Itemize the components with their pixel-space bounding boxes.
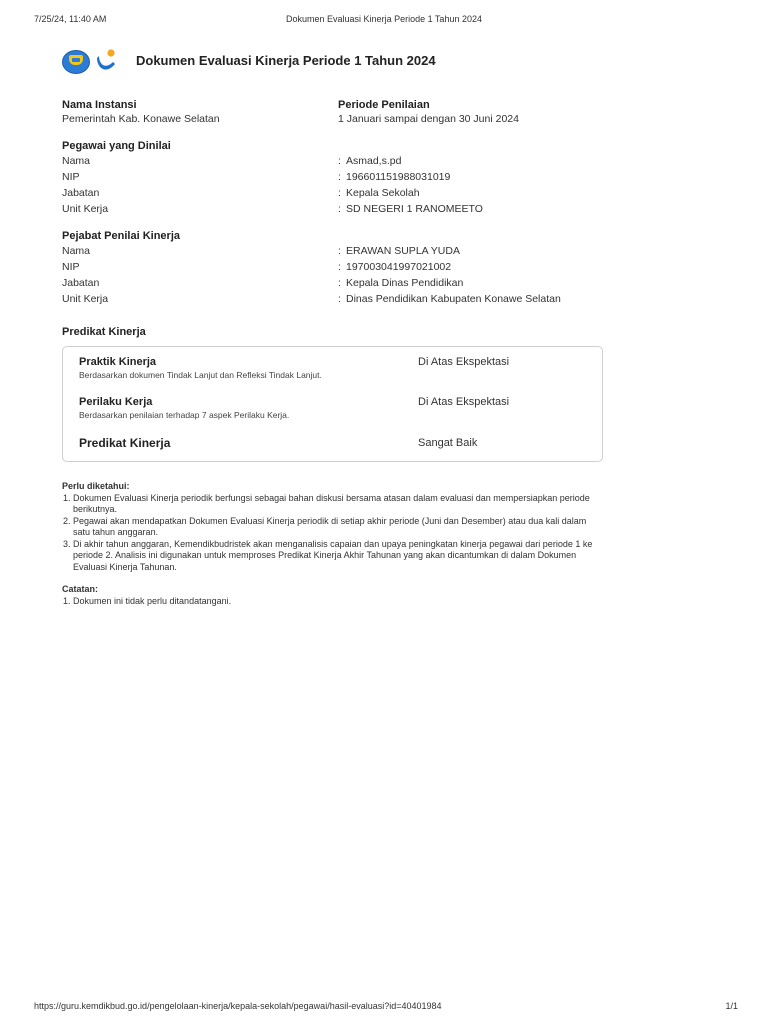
print-header — [0, 14, 768, 26]
predikat-item-title: Praktik Kinerja — [79, 356, 157, 368]
row-value: ERAWAN SUPLA YUDA — [346, 245, 460, 257]
row-key: Nama — [62, 155, 91, 167]
row-colon: : — [338, 245, 341, 257]
instansi-section — [62, 99, 322, 125]
pejabat-row-nip — [62, 261, 662, 276]
row-value: SD NEGERI 1 RANOMEETO — [346, 203, 483, 215]
row-value: Dinas Pendidikan Kabupaten Konawe Selatan — [346, 293, 561, 305]
row-key: Jabatan — [62, 187, 100, 199]
predikat-heading: Predikat Kinerja — [62, 326, 146, 338]
perlu-diketahui-list — [62, 493, 602, 574]
row-value: Asmad,s.pd — [346, 155, 402, 167]
pegawai-row-nama — [62, 155, 662, 170]
document-header — [62, 48, 662, 74]
list-item: 1. Dokumen Evaluasi Kinerja periodik berfungsi sebagai bahan diskusi bersama atasan dalam evaluasi dan mempersiapkan periode berikutnya. — [73, 493, 602, 516]
pejabat-row-nama — [62, 245, 662, 260]
instansi-label: Nama Instansi — [62, 99, 137, 111]
pejabat-row-unit-kerja — [62, 293, 662, 308]
pegawai-row-jabatan — [62, 187, 662, 202]
row-colon: : — [338, 171, 341, 183]
perlu-diketahui-heading: Perlu diketahui: — [62, 481, 130, 491]
pejabat-row-jabatan — [62, 277, 662, 292]
periode-section — [338, 99, 598, 125]
row-key: NIP — [62, 261, 80, 273]
row-key: Nama — [62, 245, 91, 257]
print-page-number: 1/1 — [725, 1001, 738, 1011]
platform-logo-icon — [96, 48, 118, 74]
catatan-heading: Catatan: — [62, 584, 99, 594]
row-colon: : — [338, 187, 341, 199]
row-colon: : — [338, 155, 341, 167]
predikat-final-title: Predikat Kinerja — [79, 436, 171, 450]
row-key: Unit Kerja — [62, 203, 109, 215]
row-value: 196601151988031019 — [346, 171, 451, 183]
pegawai-row-unit-kerja — [62, 203, 662, 218]
pegawai-row-nip — [62, 171, 662, 186]
periode-label: Periode Penilaian — [338, 99, 430, 111]
kemendikbud-logo-icon — [62, 50, 90, 74]
row-value: Kepala Dinas Pendidikan — [346, 277, 464, 289]
print-page-title: Dokumen Evaluasi Kinerja Periode 1 Tahun 2024 — [286, 14, 482, 24]
catatan-section — [62, 584, 602, 607]
periode-value: 1 Januari sampai dengan 30 Juni 2024 — [338, 113, 519, 125]
row-key: Unit Kerja — [62, 293, 109, 305]
row-colon: : — [338, 261, 341, 273]
list-item: 2. Pegawai akan mendapatkan Dokumen Evaluasi Kinerja periodik di setiap akhir periode (Juni dan Desember) atau dua kali dalam satu tahun anggaran. — [73, 516, 602, 539]
predikat-item-praktik — [79, 356, 599, 380]
catatan-list — [62, 596, 602, 608]
predikat-card — [62, 346, 603, 462]
row-value: Kepala Sekolah — [346, 187, 420, 199]
pejabat-section — [62, 230, 662, 310]
row-colon: : — [338, 277, 341, 289]
print-footer — [0, 1001, 768, 1013]
predikat-item-value: Di Atas Ekspektasi — [418, 396, 510, 408]
perlu-diketahui-section — [62, 481, 602, 573]
pegawai-heading: Pegawai yang Dinilai — [62, 140, 171, 152]
list-item: 1. Dokumen ini tidak perlu ditandatangani. — [73, 596, 602, 608]
row-key: Jabatan — [62, 277, 100, 289]
list-item: 3. Di akhir tahun anggaran, Kemendikbudristek akan menganalisis capaian dan upaya peningkatan kinerja pegawai dari periode 1 ke periode 2. Analisis ini digunakan untuk memproses Predikat Kinerja Akhir Tahunan yang akan dicantumkan di dalam Dokumen Evaluasi Kinerja Tahunan. — [73, 539, 602, 574]
predikat-final-value: Sangat Baik — [418, 437, 478, 449]
row-key: NIP — [62, 171, 80, 183]
predikat-item-perilaku — [79, 396, 599, 420]
predikat-item-desc: Berdasarkan dokumen Tindak Lanjut dan Refleksi Tindak Lanjut. — [79, 370, 322, 380]
document-title: Dokumen Evaluasi Kinerja Periode 1 Tahun 2024 — [136, 53, 436, 68]
predikat-item-desc: Berdasarkan penilaian terhadap 7 aspek Perilaku Kerja. — [79, 410, 290, 420]
predikat-item-value: Di Atas Ekspektasi — [418, 356, 510, 368]
print-datetime: 7/25/24, 11:40 AM — [34, 14, 107, 24]
pegawai-section — [62, 140, 662, 220]
print-url: https://guru.kemdikbud.go.id/pengelolaan-kinerja/kepala-sekolah/pegawai/hasil-evaluasi?id=40401984 — [34, 1001, 442, 1011]
predikat-item-title: Perilaku Kerja — [79, 396, 153, 408]
row-colon: : — [338, 203, 341, 215]
row-colon: : — [338, 293, 341, 305]
predikat-final — [79, 436, 599, 450]
row-value: 197003041997021002 — [346, 261, 452, 273]
pejabat-heading: Pejabat Penilai Kinerja — [62, 230, 180, 242]
instansi-value: Pemerintah Kab. Konawe Selatan — [62, 113, 220, 125]
